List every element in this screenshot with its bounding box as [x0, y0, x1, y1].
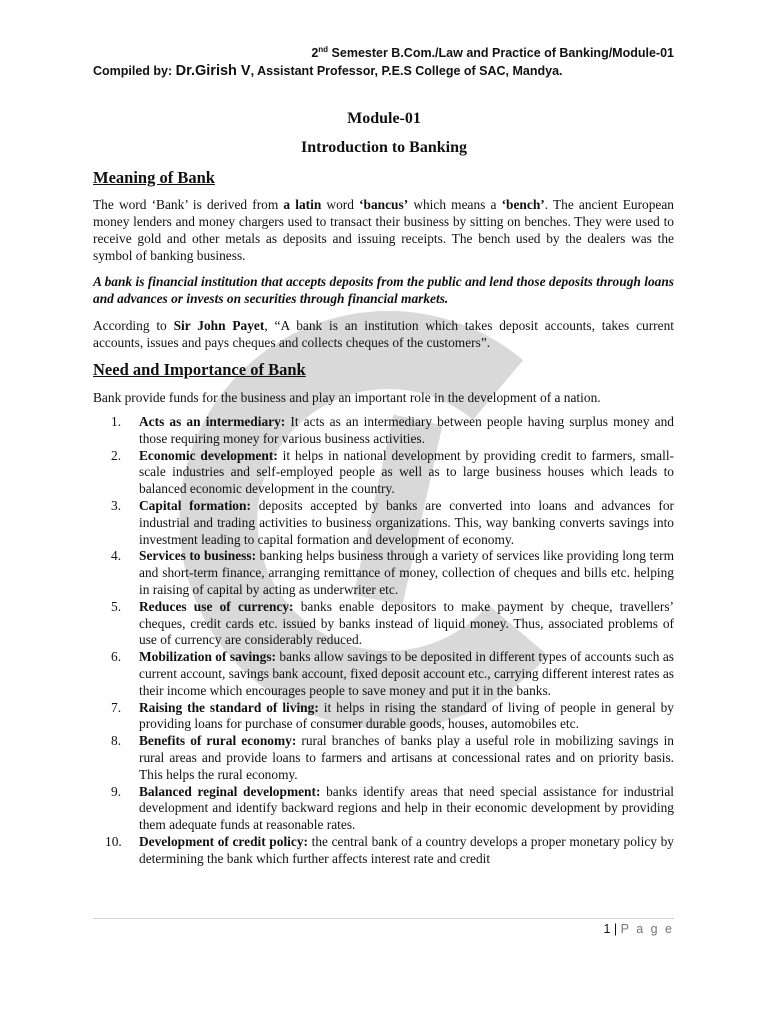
- author-affiliation: , Assistant Professor, P.E.S College of SAC, Mandya.: [250, 64, 563, 78]
- course-title: Semester B.Com./Law and Practice of Banking/Module-01: [331, 46, 674, 61]
- author-name: Dr.Girish V: [175, 63, 251, 79]
- importance-list: [93, 414, 674, 868]
- module-subtitle: Introduction to Banking: [301, 139, 467, 156]
- list-item: 2. Economic development: it helps in national development by providing credit to farmers, small-scale industries and self-employed people as well as to large business houses which leads to balanced economic development in the country.: [111, 447, 675, 497]
- list-item: 8. Benefits of rural economy: rural branches of banks play a useful role in mobilizing savings in rural areas and provide loans to farmers and artisans at concessional rates and on priority basis. This helps the rural economy.: [111, 733, 674, 782]
- section-heading-meaning: Meaning of Bank: [93, 168, 215, 187]
- page-label: P a g e: [620, 922, 674, 936]
- list-item: 5. Reduces use of currency: banks enable depositors to make payment by cheque, travellers’ cheques, credit cards etc. issued by banks instead of liquid money. Thus, associated problems of use of currency are considerably reduced.: [111, 598, 674, 648]
- footer-divider: [93, 918, 674, 919]
- running-header: [311, 45, 674, 60]
- list-item: 10. Development of credit policy: the central bank of a country develops a proper monetary policy by determining the bank which further affects interest rate and credit: [105, 833, 674, 866]
- module-title: Module-01: [347, 110, 421, 127]
- footer-separator: |: [613, 922, 618, 936]
- page-footer: [603, 922, 674, 936]
- page-number: 1: [603, 922, 611, 936]
- semester-suffix: nd: [318, 45, 329, 54]
- list-item: 6. Mobilization of savings: banks allow savings to be deposited in different types of accounts such as current account, savings bank account, fixed deposit account etc., carrying different interest rates as their income which encourages people to save money and put it in the banks.: [111, 649, 674, 698]
- compiled-by-line: [93, 63, 563, 79]
- list-item: 9. Balanced reginal development: banks identify areas that need special assistance for industrial development and identify backward regions and help in their economic development by providing them adequate funds at reasonable rates.: [111, 783, 674, 833]
- section-heading-need: Need and Importance of Bank: [93, 360, 306, 379]
- list-item: 4. Services to business: banking helps business through a variety of services like providing long term and short-term finance, arranging remittance of money, collection of cheques and bills etc. helping in raising of capital by acting as underwriter etc.: [111, 548, 675, 597]
- list-item: 3. Capital formation: deposits accepted by banks are converted into loans and advances for industrial and trading activities to business organizations. This, way banking converts savings into investment leading to capital formation and development of economy.: [111, 497, 674, 547]
- meaning-paragraph: The word ‘Bank’ is derived from a latin word ‘bancus’ which means a ‘bench’. The ancient European money lenders and money chargers used to transact their business by sitting on benches. They were used to receive gold and other metals as deposits and issuing receipts. The bench used by the dealers was the symbol of banking business.: [93, 197, 675, 263]
- payet-quote: According to Sir John Payet, “A bank is an institution which takes deposit accounts, takes current accounts, issues and pays cheques and collects cheques of the customers”.: [93, 318, 674, 350]
- semester-number: 2: [311, 46, 319, 61]
- need-intro: Bank provide funds for the business and play an important role in the development of a nation.: [93, 390, 601, 405]
- list-item: 7. Raising the standard of living: it helps in rising the standard of living of people in general by providing loans for purchase of consumer durable goods, houses, automobiles etc.: [111, 699, 675, 732]
- bank-definition: A bank is financial institution that accepts deposits from the public and lend those deposits through loans and advances or invests on securities through financial markets.: [93, 274, 674, 306]
- compiled-label: Compiled by:: [93, 64, 173, 78]
- list-item: 1. Acts as an intermediary: It acts as an intermediary between people having surplus money and those requiring money for various business activities.: [111, 414, 674, 446]
